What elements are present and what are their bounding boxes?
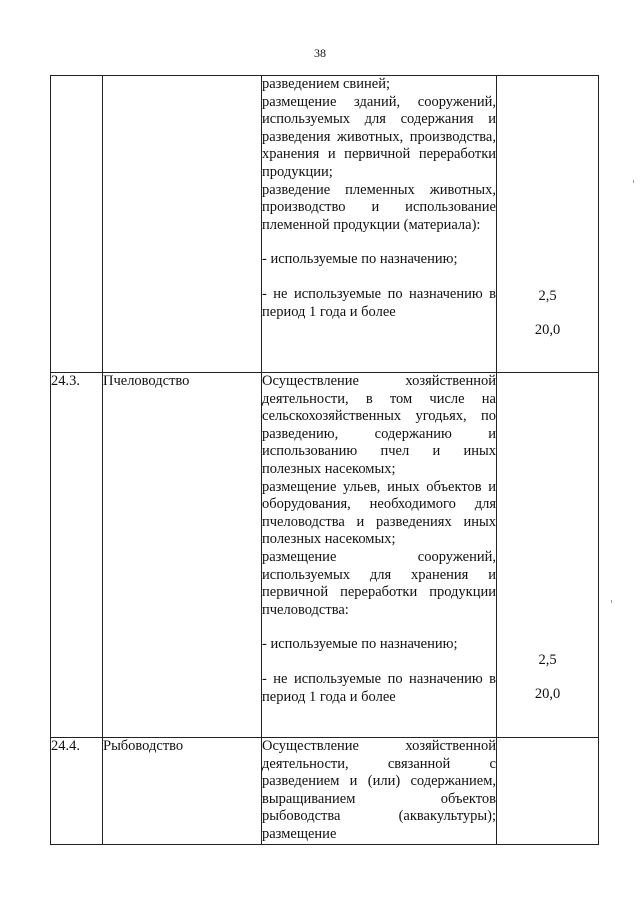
description-paragraph: размещение сооружений, используемых для хранения и первичной переработки продукции пчеловодства: bbox=[262, 548, 496, 618]
row-value-cell bbox=[497, 738, 599, 845]
row-description-cell bbox=[262, 373, 497, 738]
coefficient-value: 2,5 bbox=[538, 288, 557, 304]
row-value-cell bbox=[497, 76, 599, 373]
row-code-cell: 24.3. bbox=[51, 373, 103, 738]
option-text: - не используемые по назначению в период 1 года и более bbox=[262, 670, 496, 705]
coefficient-value: 20,0 bbox=[534, 321, 561, 338]
option-text: - используемые по назначению; bbox=[262, 251, 458, 268]
description-paragraph: размещение зданий, сооружений, используемых для содержания и разведения животных, производства, хранения и первичной переработки продукции; bbox=[262, 93, 496, 180]
row-name-cell bbox=[103, 76, 262, 373]
page-number: 38 bbox=[314, 46, 326, 60]
option-text: - не используемые по назначению в период 1 года и более bbox=[262, 285, 496, 320]
table-row bbox=[51, 373, 599, 738]
row-code-cell: 24.4. bbox=[51, 738, 103, 845]
row-description-cell bbox=[262, 76, 497, 373]
table-row bbox=[51, 738, 599, 845]
land-use-table bbox=[50, 75, 599, 845]
row-name-cell: Пчеловодство bbox=[103, 373, 262, 738]
description-paragraph: Осуществление хозяйственной деятельности, в том числе на сельскохозяйственных угодьях, по разведению, содержанию и использованию пчел и иных полезных насекомых; bbox=[262, 373, 496, 477]
description-paragraph: Осуществление хозяйственной деятельности, связанной с разведением и (или) содержанием, выращиванием объектов рыбоводства (аквакультуры); размещение bbox=[262, 738, 496, 842]
description-paragraph: разведением свиней; bbox=[262, 76, 391, 92]
row-value-cell bbox=[497, 373, 599, 738]
row-description-cell bbox=[262, 738, 497, 845]
table-row bbox=[51, 76, 599, 373]
scan-speck bbox=[633, 180, 634, 183]
row-code-cell bbox=[51, 76, 103, 373]
description-paragraph: размещение ульев, иных объектов и оборудования, необходимого для пчеловодства и разведениях иных полезных насекомых; bbox=[262, 478, 496, 548]
coefficient-value: 2,5 bbox=[538, 652, 557, 668]
description-paragraph: разведение племенных животных, производство и использование племенной продукции (материала): bbox=[262, 181, 496, 233]
row-name-cell: Рыбоводство bbox=[103, 738, 262, 845]
scan-speck bbox=[611, 600, 612, 603]
option-text: - используемые по назначению; bbox=[262, 636, 458, 653]
coefficient-value: 20,0 bbox=[534, 685, 561, 702]
